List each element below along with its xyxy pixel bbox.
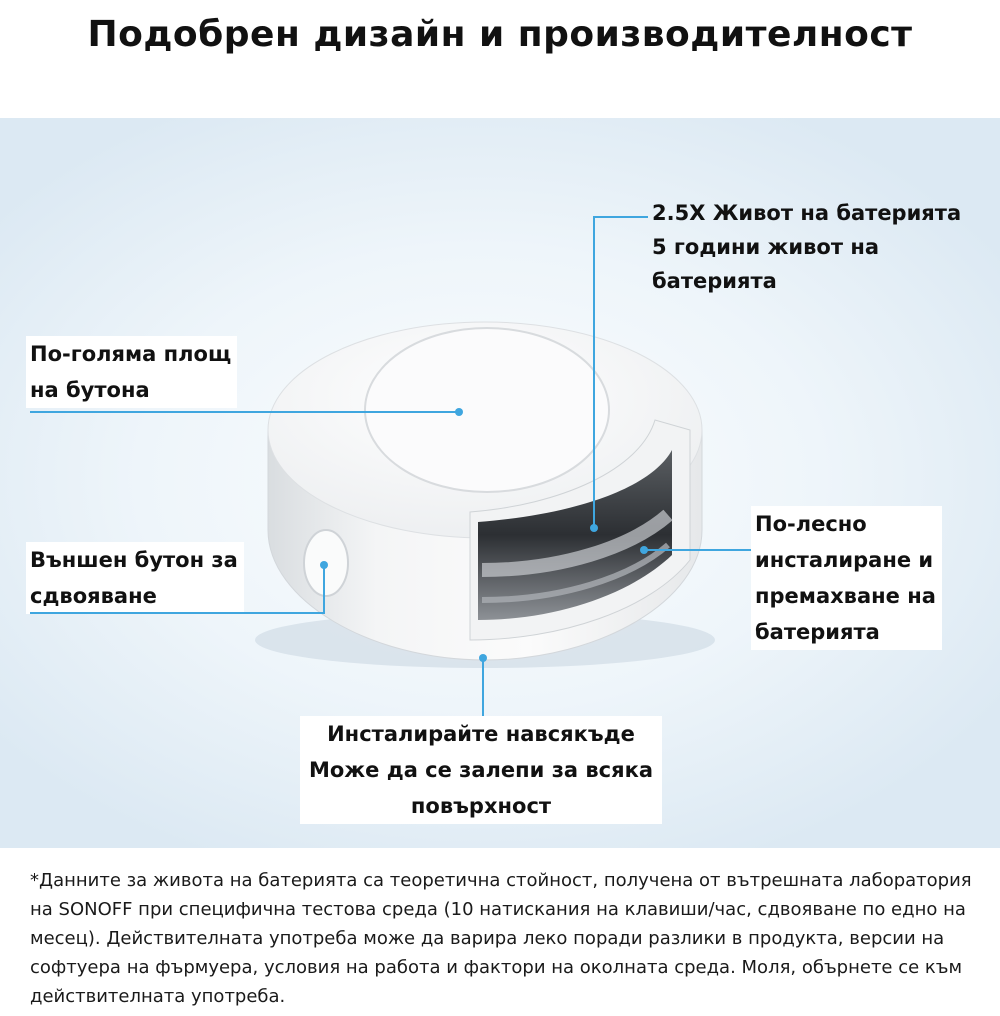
battery-disclaimer-footnote: *Данните за живота на батерията са теоретична стойност, получена от вътрешната лаборатория на SONOFF при специфична тестова среда (10 натискания на клавиши/час, сдвояване по едно на месец). Действителната употреба може да варира леко поради разлики в продукта, версии на софтуера на фърмуера, условия на работа и фактори на околната среда. Моля, обърнете се към действителната употреба. [30,870,972,1007]
page-title: Подобрен дизайн и производителност [87,14,913,55]
callout-pair-button-line2: сдвояване [30,584,157,608]
connector-button-area [30,411,458,413]
marker-battery-install [640,546,648,554]
callout-battery-install [751,506,942,650]
marker-pair-button [320,561,328,569]
callout-battery-install-line2: инсталиране и [755,548,934,572]
callout-battery-life-line3: батерията [652,269,777,293]
callout-battery-install-line4: батерията [755,620,880,644]
connector-battery-life-h [593,216,648,218]
callout-pair-button [26,542,244,614]
callout-install-anywhere [300,716,662,824]
callout-pair-button-line1: Външен бутон за [30,548,238,572]
callout-install-anywhere-line1: Инсталирайте навсякъде [327,722,635,746]
callout-button-area [26,336,237,408]
connector-install-anywhere [482,658,484,716]
callout-install-anywhere-line3: повърхност [410,794,552,818]
marker-battery-life [590,524,598,532]
connector-battery-life-v [593,216,595,528]
marker-button-area [455,408,463,416]
callout-battery-life-line1: 2.5X Живот на батерията [652,201,962,225]
callout-install-anywhere-line2: Може да се залепи за всяка [308,758,654,782]
callout-battery-life [648,196,967,298]
callout-button-area-line2: на бутона [30,378,150,402]
callout-battery-install-line1: По-лесно [755,512,867,536]
connector-pair-button-v [323,566,325,614]
callout-battery-life-line2: 5 години живот на [652,235,880,259]
callout-button-area-line1: По-голяма площ [30,342,232,366]
connector-battery-install [645,549,751,551]
connector-pair-button-h [30,612,325,614]
callout-battery-install-line3: премахване на [755,584,936,608]
